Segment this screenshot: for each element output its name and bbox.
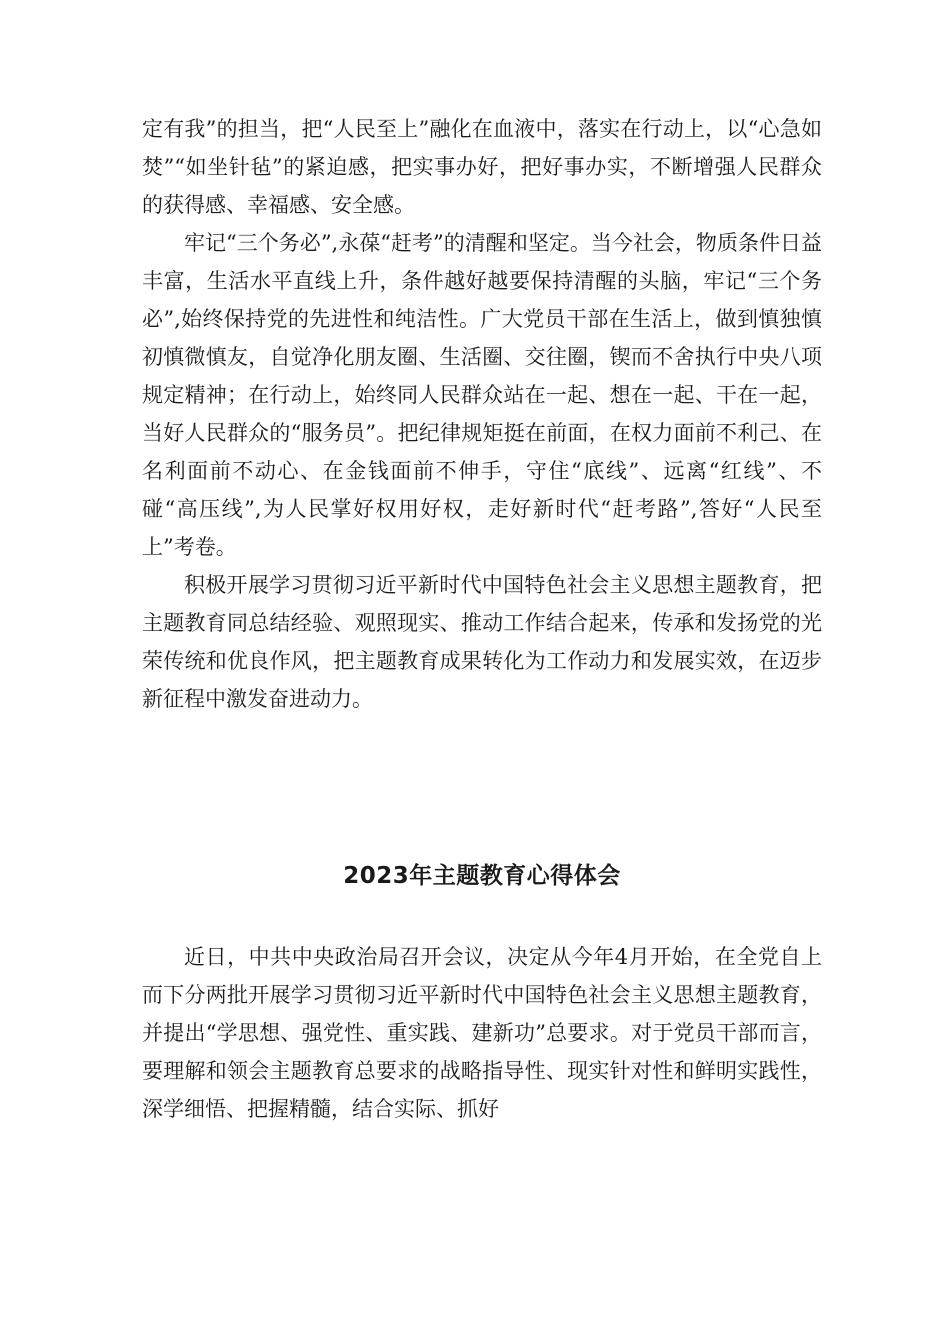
paragraph-three-musts: 牢记“三个务必”,永葆“赶考”的清醒和坚定。当今社会，物质条件日益丰富，生活水平直线上升，条件越好越要保持清醒的头脑，牢记“三个务必”,始终保持党的先进性和纯洁性。广大党员干部在生活上，做到慎独慎初慎微慎友，自觉净化朋友圈、生活圈、交往圈，锲而不舍执行中央八项规定精神；在行动上，始终同人民群众站在一起、想在一起、干在一起，当好人民群众的“服务员”。把纪律规矩挺在前面，在权力面前不利己、在名利面前不动心、在金钱面前不伸手，守住“底线”、远离“红线”、不碰“高压线”,为人民掌好权用好权，走好新时代“赶考路”,答好“人民至上”考卷。 xyxy=(142,231,822,559)
section-title: 2023年主题教育心得体会 xyxy=(343,863,621,889)
paragraph-theme-education: 积极开展学习贯彻习近平新时代中国特色社会主义思想主题教育，把主题教育同总结经验、观照现实、推动工作结合起来，传承和发扬党的光荣传统和优良作风，把主题教育成果转化为工作动力和发展实效，在迈步新征程中激发奋进动力。 xyxy=(142,573,822,711)
document-page xyxy=(142,110,822,1128)
title-spacer xyxy=(142,896,822,938)
section-spacer xyxy=(142,718,822,856)
paragraph-continuation: 定有我”的担当，把“人民至上”融化在血液中，落实在行动上，以“心急如焚”“如坐针毡”的紧迫感，把实事办好，把好事办实，不断增强人民群众的获得感、幸福感、安全感。 xyxy=(142,117,822,217)
paragraph-politburo-meeting: 近日，中共中央政治局召开会议，决定从今年4月开始，在全党自上而下分两批开展学习贯彻习近平新时代中国特色社会主义思想主题教育，并提出“学思想、强党性、重实践、建新功”总要求。对于党员干部而言，要理解和领会主题教育总要求的战略指导性、现实针对性和鲜明实践性，深学细悟、把握精髓，结合实际、抓好 xyxy=(142,945,822,1121)
